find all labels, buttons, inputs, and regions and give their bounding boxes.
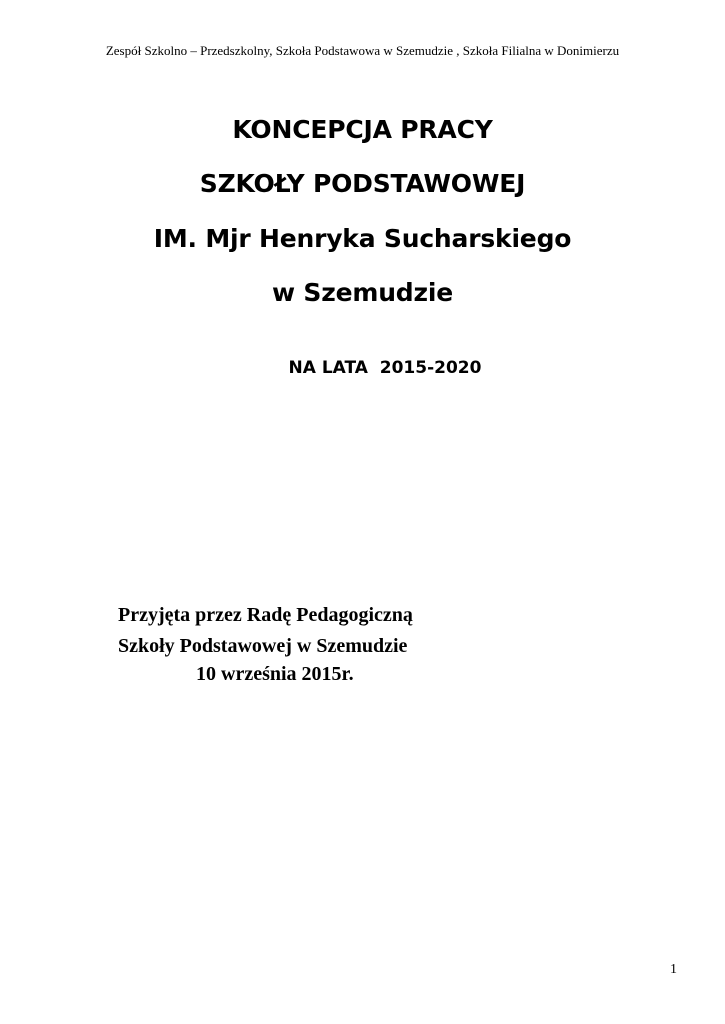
title-line-4: w Szemudzie	[272, 278, 453, 307]
approval-line-1: Przyjęta przez Radę Pedagogiczną	[118, 604, 413, 626]
years-range: NA LATA 2015-2020	[288, 358, 482, 378]
approval-line-2: Szkoły Podstawowej w Szemudzie	[118, 635, 408, 657]
title-line-3: IM. Mjr Henryka Sucharskiego	[153, 224, 572, 253]
approval-date: 10 września 2015r.	[196, 663, 354, 685]
title-line-2: SZKOŁY PODSTAWOWEJ	[199, 169, 526, 198]
title-line-1: KONCEPCJA PRACY	[232, 115, 493, 144]
page-header: Zespół Szkolno – Przedszkolny, Szkoła Podstawowa w Szemudzie , Szkoła Filialna w Donimierzu	[105, 43, 620, 58]
page-number: 1	[670, 962, 677, 977]
